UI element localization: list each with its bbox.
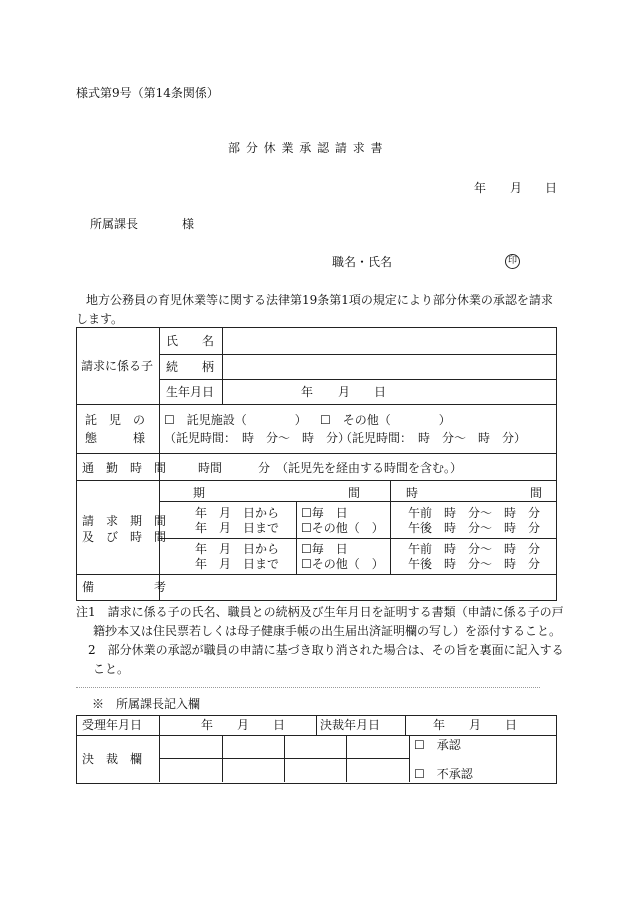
period-label-2: 及 び 時 間 [82, 530, 167, 544]
period-row1-from: 年 月 日から [195, 506, 280, 520]
decision-date-value: 年 月 日 [433, 718, 518, 732]
received-date-label: 受理年月日 [82, 718, 143, 732]
addressee-honorific: 様 [182, 217, 195, 231]
intro-line1: 地方公務員の育児休業等に関する法律第19条第1項の規定により部分休業の承認を請求 [86, 293, 553, 307]
period-row2-pm: 午後 時 分〜 時 分 [408, 557, 541, 571]
note-2-line2: こと。 [93, 662, 130, 676]
period-row2-from: 年 月 日から [195, 542, 280, 556]
decision-date-label: 決裁年月日 [320, 718, 381, 732]
approve-checkbox[interactable]: ☐ 承認 [414, 738, 461, 752]
period-row2-am: 午前 時 分〜 時 分 [408, 542, 541, 556]
date-day: 日 [545, 181, 558, 195]
period-header-time-2: 間 [530, 486, 543, 500]
care-option-other[interactable]: ☐ その他（ ） [320, 413, 451, 427]
page-title: 部 分 休 業 承 認 請 求 書 [228, 141, 384, 155]
child-name-label: 氏 名 [166, 334, 215, 348]
period-row2-opt2[interactable]: ☐その他（ ） [301, 557, 384, 571]
period-row1-to: 年 月 日まで [195, 521, 280, 535]
note-2-line1: 2 部分休業の承認が職員の申請に基づき取り消された場合は、その旨を裏面に記入する [88, 643, 564, 657]
period-row2-opt1[interactable]: ☐毎 日 [301, 542, 348, 556]
applicant-label: 職名・氏名 [332, 255, 393, 269]
period-header-time-1: 時 [406, 486, 419, 500]
dob-month: 月 [338, 385, 351, 399]
note-1-line1: 注1 請求に係る子の氏名、職員との続柄及び生年月日を証明する書類（申請に係る子の戸 [76, 605, 564, 619]
dob-day: 日 [374, 385, 387, 399]
note-1-line2: 籍抄本又は住民票若しくは母子健康手帳の出生届出済証明欄の写し）を添付すること。 [93, 624, 562, 638]
seal-icon: 印 [505, 254, 520, 269]
date-year: 年 [474, 181, 487, 195]
period-row1-am: 午前 時 分〜 時 分 [408, 506, 541, 520]
child-label: 請求に係る子 [81, 359, 154, 373]
period-header-mid: 間 [348, 486, 361, 500]
remarks-label: 備 考 [82, 580, 167, 594]
intro-line2: します。 [76, 312, 124, 326]
period-label-1: 請 求 期 間 [82, 514, 167, 528]
child-dob-label: 生年月日 [166, 385, 215, 399]
care-label-2: 態 様 [85, 431, 146, 445]
section2-heading: ※ 所属課長記入欄 [92, 697, 201, 711]
care-option-facility[interactable]: ☐ 託児施設（ ） [164, 413, 307, 427]
date-month: 月 [510, 181, 523, 195]
period-row1-opt1[interactable]: ☐毎 日 [301, 506, 348, 520]
period-row1-opt2[interactable]: ☐その他（ ） [301, 521, 384, 535]
care-hours-1: （託児時間： 時 分〜 時 分） [164, 431, 351, 445]
period-row2-to: 年 月 日まで [195, 557, 280, 571]
form-number: 様式第9号（第14条関係） [76, 86, 219, 100]
decision-label: 決 裁 欄 [82, 752, 143, 766]
received-date-value: 年 月 日 [201, 718, 286, 732]
care-label-1: 託 児 の [85, 413, 146, 427]
dob-year: 年 [301, 385, 314, 399]
care-hours-2: （託児時間： 時 分〜 時 分） [340, 431, 527, 445]
commute-label: 通 勤 時 間 [82, 461, 167, 475]
commute-value: 時間 分 （託児先を経由する時間を含む。） [198, 461, 463, 475]
addressee-label: 所属課長 [90, 217, 139, 231]
period-header-left: 期 [193, 486, 206, 500]
period-row1-pm: 午後 時 分〜 時 分 [408, 521, 541, 535]
divider [76, 687, 540, 688]
reject-checkbox[interactable]: ☐ 不承認 [414, 767, 473, 781]
child-relation-label: 続 柄 [166, 360, 215, 374]
